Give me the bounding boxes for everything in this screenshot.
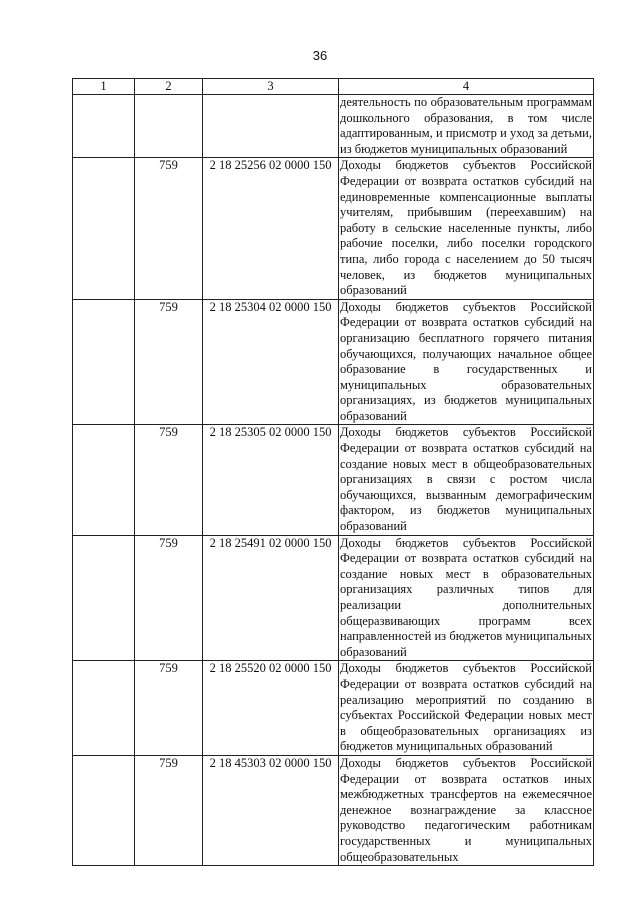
table-row <box>73 299 594 425</box>
revenue-code-cell: 2 18 25520 02 0000 150 <box>203 661 339 756</box>
table-row <box>73 158 594 299</box>
column-header-1: 1 <box>73 79 135 95</box>
revenue-code-cell <box>203 95 339 158</box>
revenue-code-cell: 2 18 25256 02 0000 150 <box>203 158 339 299</box>
table-cell-col1 <box>73 755 135 865</box>
column-header-2: 2 <box>135 79 203 95</box>
table-header-row <box>73 79 594 95</box>
admin-code-cell: 759 <box>135 755 203 865</box>
column-header-4: 4 <box>339 79 594 95</box>
budget-classification-table <box>72 78 594 866</box>
revenue-code-cell: 2 18 25304 02 0000 150 <box>203 299 339 425</box>
description-cell: Доходы бюджетов субъектов Российской Федерации от возврата остатков субсидий на реализацию мероприятий по созданию в субъектах Российской Федерации новых мест в общеобразовательных организациях из бюджетов муниципальных образований <box>339 661 594 756</box>
table-cell-col1 <box>73 158 135 299</box>
admin-code-cell: 759 <box>135 661 203 756</box>
table-cell-col1 <box>73 95 135 158</box>
revenue-code-cell: 2 18 45303 02 0000 150 <box>203 755 339 865</box>
table-row <box>73 661 594 756</box>
description-cell: деятельность по образовательным программам дошкольного образования, в том числе адаптированным, и присмотр и уход за детьми, из бюджетов муниципальных образований <box>339 95 594 158</box>
table-row <box>73 755 594 865</box>
description-cell: Доходы бюджетов субъектов Российской Федерации от возврата остатков субсидий на организацию бесплатного горячего питания обучающихся, получающих начальное общее образование в государственных и муниципальных образовательных организациях, из бюджетов муниципальных образований <box>339 299 594 425</box>
table-cell-col1 <box>73 535 135 661</box>
table-row <box>73 535 594 661</box>
admin-code-cell: 759 <box>135 158 203 299</box>
admin-code-cell: 759 <box>135 299 203 425</box>
table-row <box>73 95 594 158</box>
table-cell-col1 <box>73 425 135 535</box>
admin-code-cell <box>135 95 203 158</box>
description-cell: Доходы бюджетов субъектов Российской Федерации от возврата остатков иных межбюджетных трансфертов на ежемесячное денежное вознаграждение за классное руководство педагогическим работникам государственных и муниципальных общеобразовательных <box>339 755 594 865</box>
admin-code-cell: 759 <box>135 425 203 535</box>
admin-code-cell: 759 <box>135 535 203 661</box>
description-cell: Доходы бюджетов субъектов Российской Федерации от возврата остатков субсидий на единовременные компенсационные выплаты учителям, прибывшим (переехавшим) на работу в сельские населенные пункты, либо рабочие поселки, либо поселки городского типа, либо города с населением до 50 тысяч человек, из бюджетов муниципальных образований <box>339 158 594 299</box>
table-cell-col1 <box>73 299 135 425</box>
revenue-code-cell: 2 18 25305 02 0000 150 <box>203 425 339 535</box>
description-cell: Доходы бюджетов субъектов Российской Федерации от возврата остатков субсидий на создание новых мест в общеобразовательных организациях в связи с ростом числа обучающихся, вызванным демографическим фактором, из бюджетов муниципальных образований <box>339 425 594 535</box>
table-row <box>73 425 594 535</box>
table-cell-col1 <box>73 661 135 756</box>
page-number: 36 <box>312 48 328 63</box>
description-cell: Доходы бюджетов субъектов Российской Федерации от возврата остатков субсидий на создание новых мест в образовательных организациях различных типов для реализации дополнительных общеразвивающих программ всех направленностей из бюджетов муниципальных образований <box>339 535 594 661</box>
column-header-3: 3 <box>203 79 339 95</box>
revenue-code-cell: 2 18 25491 02 0000 150 <box>203 535 339 661</box>
